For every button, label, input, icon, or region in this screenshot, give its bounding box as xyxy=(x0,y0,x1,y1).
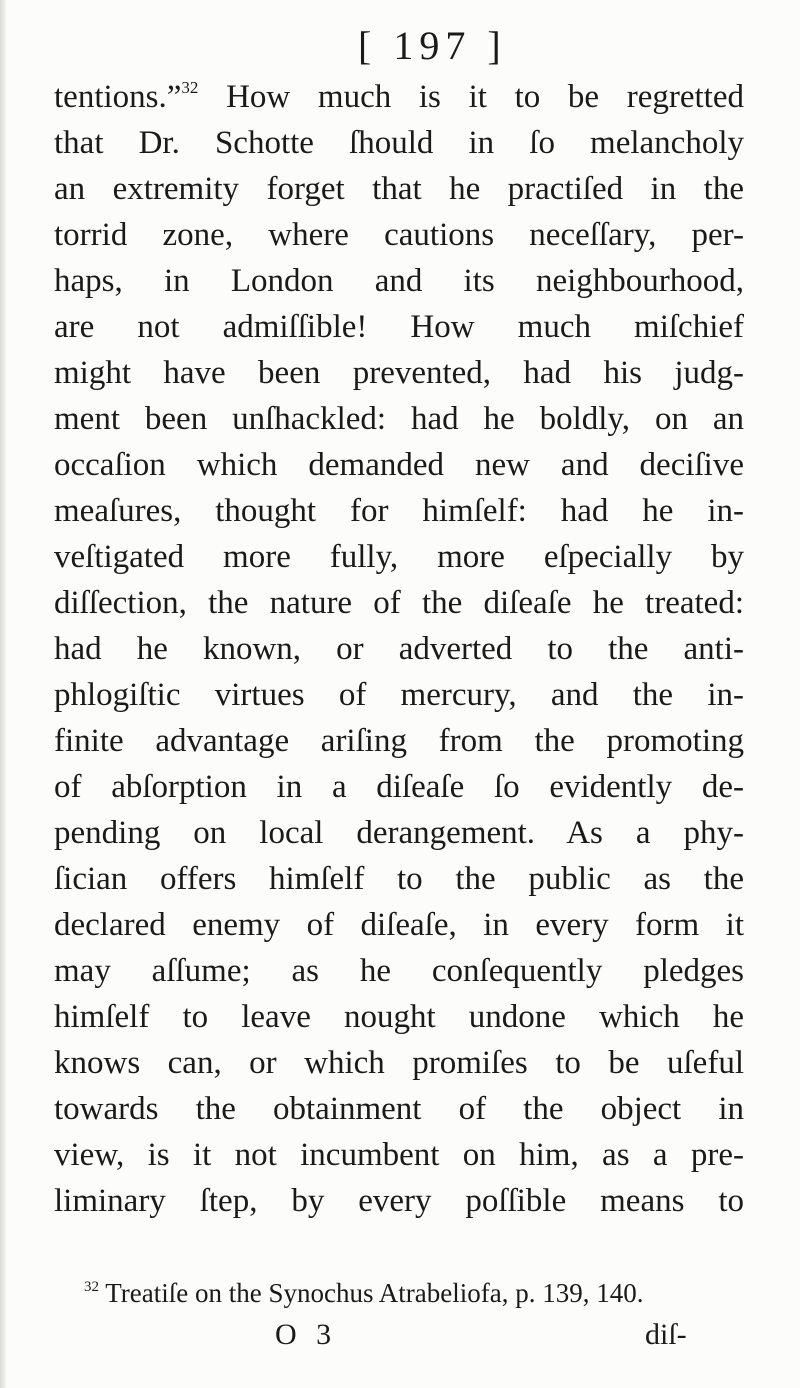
body-text xyxy=(54,74,744,1224)
text-line: phlogiſtic virtues of mercury, and the in- xyxy=(54,677,744,713)
text-line: had he known, or adverted to the anti- xyxy=(54,631,744,667)
text-line: are not admiſſible! How much miſchief xyxy=(54,309,744,345)
text-line: liminary ſtep, by every poſſible means to xyxy=(54,1183,744,1219)
text-line: declared enemy of diſeaſe, in every form it xyxy=(54,907,744,943)
text-line: diſſection, the nature of the diſeaſe he treated: xyxy=(54,585,744,621)
footnote-marker: 32 xyxy=(84,1279,99,1295)
page-edge-shadow xyxy=(0,0,6,1388)
page-number: [ 197 ] xyxy=(358,23,507,68)
signature-mark: O 3 xyxy=(275,1318,338,1351)
footnote-reference: 32 xyxy=(181,78,199,97)
text-line: occaſion which demanded new and deciſive xyxy=(54,447,744,483)
catchword: diſ- xyxy=(645,1318,687,1351)
text-line: pending on local derangement. As a phy- xyxy=(54,815,744,851)
text-line: ſician offers himſelf to the public as the xyxy=(54,861,744,897)
text-line: tentions.”$^{32}$ How much is it to be regretted xyxy=(54,78,744,115)
text-line: veſtigated more fully, more eſpecially by xyxy=(54,539,744,575)
footnote xyxy=(84,1278,643,1309)
text-line: finite advantage ariſing from the promoting xyxy=(54,723,744,759)
text-line: of abſorption in a diſeaſe ſo evidently de- xyxy=(54,769,744,805)
text-line: view, is it not incumbent on him, as a pre- xyxy=(54,1137,744,1173)
text-line: that Dr. Schotte ſhould in ſo melancholy xyxy=(54,125,744,161)
text-line: ment been unſhackled: had he boldly, on an xyxy=(54,401,744,437)
footnote-text: Treatiſe on the Synochus Atrabeliofa, p. 139, 140. xyxy=(99,1278,644,1308)
text-line: knows can, or which promiſes to be uſeful xyxy=(54,1045,744,1081)
text-line: himſelf to leave nought undone which he xyxy=(54,999,744,1035)
text-line: may aſſume; as he conſequently pledges xyxy=(54,953,744,989)
text-line: an extremity forget that he practiſed in the xyxy=(54,171,744,207)
text-line: torrid zone, where cautions neceſſary, per- xyxy=(54,217,744,253)
text-line: haps, in London and its neighbourhood, xyxy=(54,263,744,299)
text-line: towards the obtainment of the object in xyxy=(54,1091,744,1127)
text-line: meaſures, thought for himſelf: had he in- xyxy=(54,493,744,529)
text-line: might have been prevented, had his judg- xyxy=(54,355,744,391)
